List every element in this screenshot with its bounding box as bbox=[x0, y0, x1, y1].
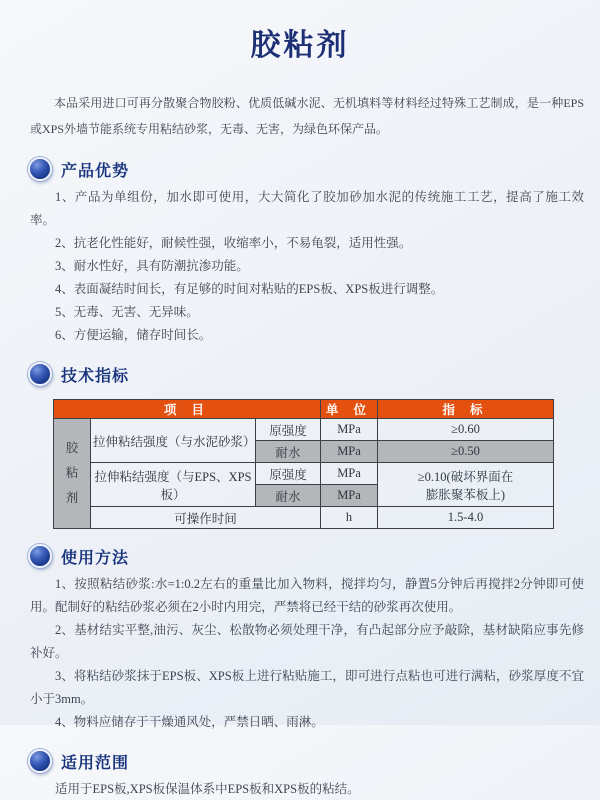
list-item: 3、将粘结砂浆抹于EPS板、XPS板上进行粘贴施工，即可进行点粘也可进行满粘，砂浆厚度不宜小于3mm。 bbox=[30, 669, 584, 706]
blue-sphere-bullet-icon bbox=[28, 362, 52, 386]
intro-paragraph: 本品采用进口可再分散聚合物胶粉、优质低碱水泥、无机填料等材料经过特殊工艺制成，是一种EPS或XPS外墙节能系统专用粘结砂浆，无毒、无害，为绿色环保产品。 bbox=[30, 96, 584, 136]
strength-type-cell: 原强度 bbox=[256, 419, 321, 441]
unit-cell: MPa bbox=[321, 419, 378, 441]
blue-sphere-bullet-icon bbox=[28, 749, 52, 773]
unit-cell: MPa bbox=[321, 463, 378, 485]
list-item: 4、表面凝结时间长，有足够的时间对粘贴的EPS板、XPS板进行调整。 bbox=[55, 282, 444, 296]
table-row bbox=[54, 419, 554, 441]
table-row bbox=[54, 463, 554, 485]
spec-table bbox=[53, 399, 554, 529]
list-item: 1、按照粘结砂浆:水=1:0.2左右的重量比加入物料，搅拌均匀，静置5分钟后再搅拌2分钟即可使用。配制好的粘结砂浆必须在2小时内用完，严禁将已经干结的砂浆再次使用。 bbox=[30, 577, 584, 614]
list-item: 6、方便运输，储存时间长。 bbox=[55, 328, 212, 342]
item-name-cell: 拉伸粘结强度（与水泥砂浆） bbox=[91, 419, 256, 463]
strength-type-cell: 原强度 bbox=[256, 463, 321, 485]
index-value-cell: 1.5-4.0 bbox=[378, 507, 554, 529]
list-item: 2、基材结实平整,油污、灰尘、松散物必须处理干净，有凸起部分应予敲除，基材缺陷应事先修补好。 bbox=[30, 623, 584, 660]
header-unit: 单 位 bbox=[321, 400, 378, 419]
strength-type-cell: 耐水 bbox=[256, 485, 321, 507]
category-cell bbox=[54, 419, 91, 529]
section-heading-advantages bbox=[28, 156, 600, 182]
header-index: 指 标 bbox=[378, 400, 554, 419]
item-name-cell: 可操作时间 bbox=[91, 507, 321, 529]
strength-type-cell: 耐水 bbox=[256, 441, 321, 463]
scope-paragraph: 适用于EPS板,XPS板保温体系中EPS板和XPS板的粘结。 bbox=[55, 782, 360, 796]
index-value-cell bbox=[378, 463, 554, 507]
section-title: 产品优势 bbox=[61, 162, 130, 180]
list-item: 4、物料应储存于干燥通风处，严禁日晒、雨淋。 bbox=[55, 715, 324, 729]
unit-cell: MPa bbox=[321, 441, 378, 463]
blue-sphere-bullet-icon bbox=[28, 157, 52, 181]
section-heading-usage bbox=[28, 543, 600, 569]
section-title: 适用范围 bbox=[61, 754, 130, 772]
index-value-cell: ≥0.50 bbox=[378, 441, 554, 463]
header-item: 项 目 bbox=[54, 400, 321, 419]
list-item: 3、耐水性好，具有防潮抗渗功能。 bbox=[55, 259, 249, 273]
section-title: 使用方法 bbox=[61, 549, 130, 567]
section-heading-scope bbox=[28, 748, 600, 774]
index-value-cell: ≥0.60 bbox=[378, 419, 554, 441]
index-value-line2: 膨胀聚苯板上) bbox=[425, 487, 506, 502]
table-header-row bbox=[54, 400, 554, 419]
index-value-line1: ≥0.10(破坏界面在 bbox=[417, 469, 514, 484]
item-name-cell: 拉伸粘结强度（与EPS、XPS板） bbox=[91, 463, 256, 507]
table-row bbox=[54, 507, 554, 529]
category-char: 剂 bbox=[65, 491, 79, 505]
list-item: 2、抗老化性能好，耐候性强，收缩率小，不易龟裂，适用性强。 bbox=[55, 236, 412, 250]
list-item: 1、产品为单组份，加水即可使用，大大简化了胶加砂加水泥的传统施工工艺，提高了施工效率。 bbox=[30, 190, 584, 227]
list-item: 5、无毒、无害、无异味。 bbox=[55, 305, 199, 319]
category-char: 胶 bbox=[65, 441, 79, 455]
page-title: 胶粘剂 bbox=[250, 29, 350, 62]
section-title: 技术指标 bbox=[61, 367, 130, 385]
unit-cell: MPa bbox=[321, 485, 378, 507]
blue-sphere-bullet-icon bbox=[28, 544, 52, 568]
section-heading-specs bbox=[28, 361, 600, 387]
advantages-list bbox=[30, 186, 584, 347]
category-char: 粘 bbox=[65, 466, 79, 480]
usage-list bbox=[30, 573, 584, 734]
unit-cell: h bbox=[321, 507, 378, 529]
